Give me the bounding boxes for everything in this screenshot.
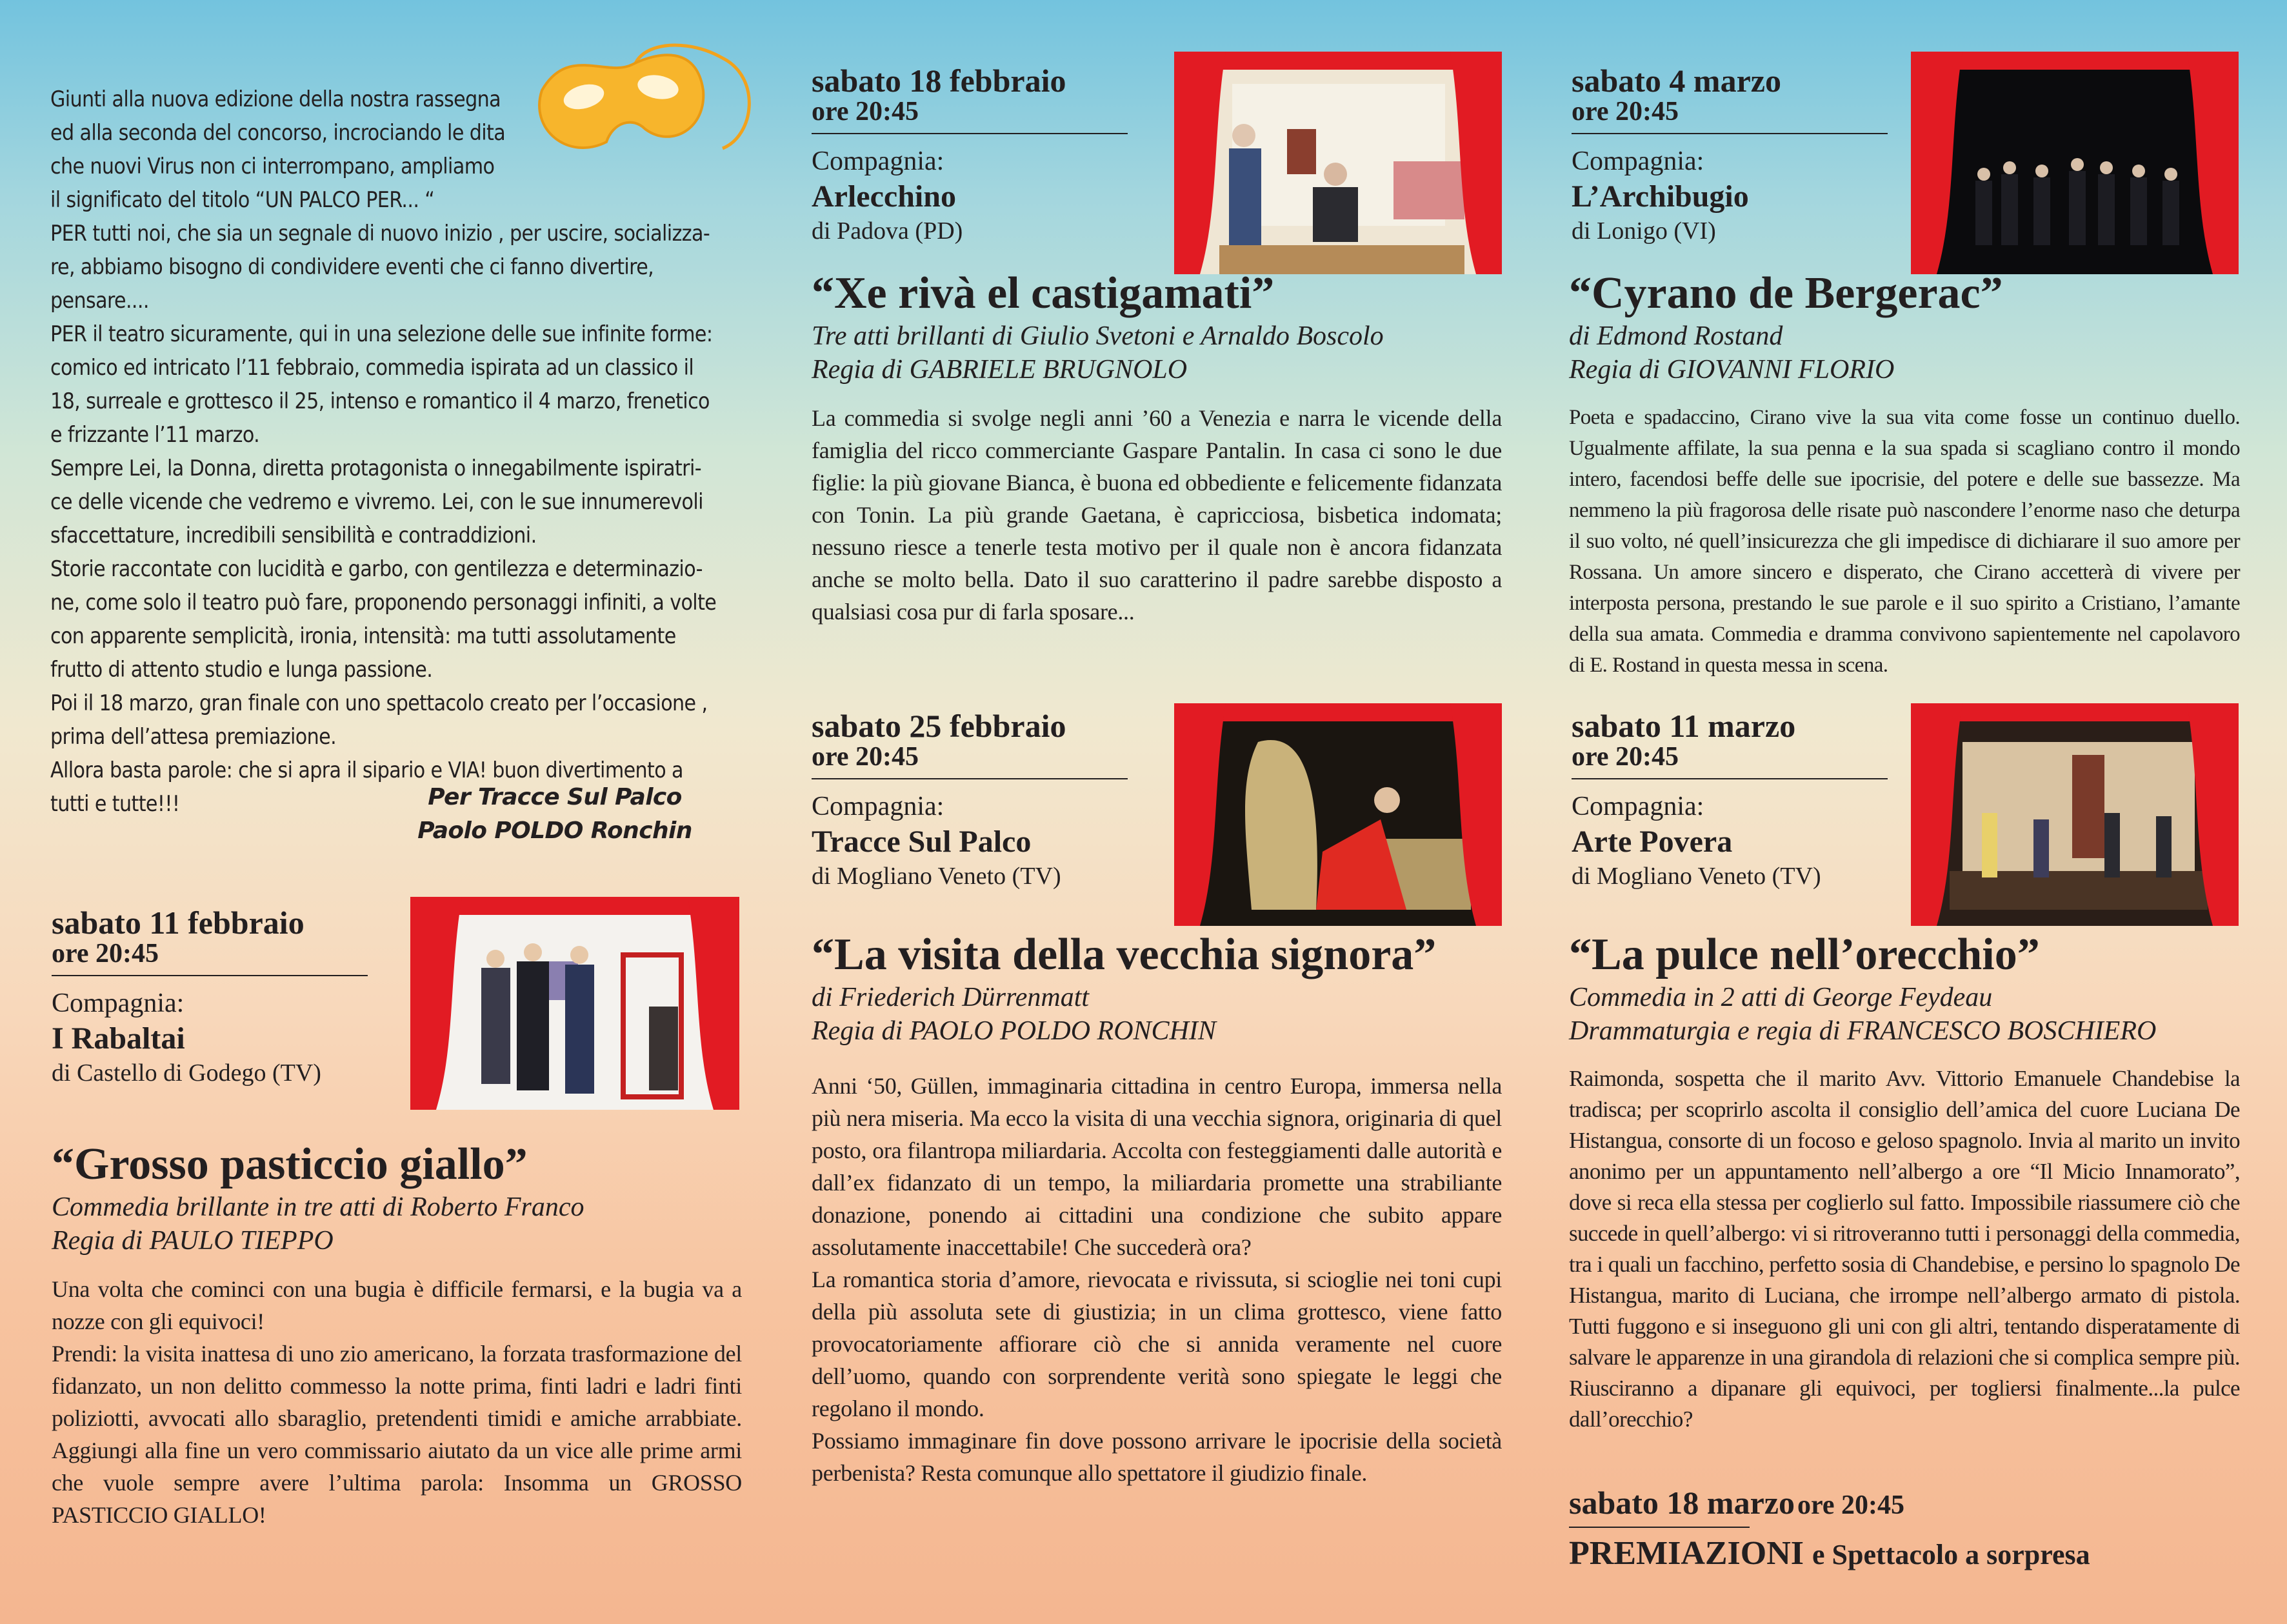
company-origin: di Castello di Godego (TV) xyxy=(52,1059,321,1087)
show-subtitle: Commedia in 2 atti di George Feydeau xyxy=(1569,983,1993,1012)
show-date: sabato 4 marzo xyxy=(1572,63,1781,99)
company-label: Compagnia: xyxy=(52,988,185,1018)
signature-line1: Per Tracce Sul Palco xyxy=(428,784,682,810)
show-date: sabato 11 febbraio xyxy=(52,905,305,941)
show-description: Poeta e spadaccino, Cirano vive la sua vita come fosse un continuo duello. Ugualmente affilate, la sua penna e la sua spada si scagliano contro il mondo intero, facendosi beffe delle sue ipocrisie, del potere e delle sue bassezze. Ma nemmeno la più fragorosa delle risate può nascondere l’enorme naso che deturpa il suo volto, né quell’insicurezza che gli impedisce di dichiarare il suo amore per Rossana. Un amore sincero e disperato, che Cirano accetterà di vivere per interposta persona, prestando le sue parole e il suo spirito a Cristiano, l’amante della sua amata. Commedia e dramma convivono sapientemente nel capolavoro di E. Rostand in questa messa in scena. xyxy=(1569,406,2240,677)
show-director: Drammaturgia e regia di FRANCESCO BOSCHIERO xyxy=(1569,1016,2157,1046)
show-header-25-feb xyxy=(812,710,1128,892)
company-origin: di Mogliano Veneto (TV) xyxy=(1572,863,1821,890)
show-title: “La visita della vecchia signora” xyxy=(812,930,1437,979)
show-time: ore 20:45 xyxy=(1572,97,1679,126)
show-description: Una volta che cominci con una bugia è difficile fermarsi, e la bugia va a nozze con gli equivoci! Prendi: la visita inattesa di uno zio americano, la forzata trasformazione del fidanzato, un non delitto commesso la notte prima, finti ladri e ladri finti poliziotti, avvocati allo sbaraglio, pretendenti timidi e amiche arrabbiate. Aggiungi alla fine un vero commissario aiutato da un vice alle prime armi che vuole sempre avere l’ultima parola: Insomma un GROSSO PASTICCIO GIALLO! xyxy=(52,1276,742,1528)
show-time: ore 20:45 xyxy=(52,939,159,968)
show-body-25-feb xyxy=(812,929,1502,1489)
show-description: La commedia si svolge negli anni ’60 a Venezia e narra le vicende della famiglia del ricco commerciante Gaspare Pantalin. In casa ci sono le due figlie: la più giovane Bianca, è buona ed obbediente e felicemente fidanzata con Tonin. La più grande Gaetana, è capricciosa, bisbetica indomata; nessuno riesce a tenerle testa motivo per il quale non è ancora fidanzata anche se molto bella. Dato il suo caratterino il padre sarebbe disposto a qualsiasi cosa pur di farla sposare... xyxy=(812,405,1502,625)
show-title: “Xe rivà el castigamati” xyxy=(812,268,1275,318)
show-title: “La pulce nell’orecchio” xyxy=(1569,930,2040,979)
show-header-11-mar xyxy=(1572,710,1888,892)
show-title: “Cyrano de Bergerac” xyxy=(1569,268,2003,318)
divider xyxy=(1572,778,1888,779)
show-body-11-mar xyxy=(1569,929,2240,1435)
signature xyxy=(387,781,723,848)
finale-date xyxy=(1569,1484,1904,1521)
company-name: Arlecchino xyxy=(812,179,956,214)
company-name: Arte Povera xyxy=(1572,825,1733,859)
show-description: Anni ‘50, Güllen, immaginaria cittadina in centro Europa, immersa nella più nera miseria. Ma ecco la visita di una vecchia signora, originaria di quel posto, ora filantropa miliardaria. Accolta con festeggiamenti dalle autorità e dall’ex fidanzato di un tempo, la miliardaria promette una strabiliante donazione, ponendo ai cittadini una condizione che subito appare assolutamente inaccettabile! Che succederà ora? La romantica storia d’amore, rievocata e rivissuta, si scioglie nei toni cupi della più assoluta sete di giustizia; in un clima grottesco, viene fatto provocatoriamente affiorare ciò che si annida veramente nel cuore dell’uomo, quando con sorprendente verità sono spiegate le leggi che regolano il mondo. Possiamo immaginare fin dove possono arrivare le ipocrisie della società perbenista? Resta comunque allo spettatore il giudizio finale. xyxy=(812,1073,1502,1486)
finale-title-main: PREMIAZIONI xyxy=(1569,1535,1804,1572)
company-origin: di Lonigo (VI) xyxy=(1572,217,1716,245)
show-header-18-feb xyxy=(812,65,1128,246)
divider xyxy=(1572,133,1888,134)
divider xyxy=(812,778,1128,779)
stage-photo-18-feb xyxy=(1174,52,1502,274)
stage-photo-11-feb xyxy=(410,897,739,1110)
show-time: ore 20:45 xyxy=(812,97,919,126)
company-origin: di Padova (PD) xyxy=(812,217,963,245)
show-body-4-mar xyxy=(1569,268,2240,681)
show-director: Regia di PAULO TIEPPO xyxy=(52,1226,334,1256)
show-date: sabato 18 febbraio xyxy=(812,63,1066,99)
show-date: sabato 11 marzo xyxy=(1572,708,1796,744)
show-description: Raimonda, sospetta che il marito Avv. Vittorio Emanuele Chandebise la tradisca; per scoprirlo ascolta il consiglio dell’amica del cuore Luciana De Histangua, consorte di un focoso e geloso spagnolo. Invia al marito un invito anonimo per un appuntamento nell’albergo a ore “Il Micio Innamorato”, dove si reca ella stessa per coglierlo sul fatto. Impossibile riassumere ciò che succede in quell’albergo: vi si ritroveranno tutti i personaggi della commedia, tra i quali un facchino, perfetto sosia di Chandebise, e persino lo spagnolo De Histangua, marito di Luciana, che irrompe nell’albergo armato di pistola. Tutti fuggono e si inseguono gli uni con gli altri, tentando disperatamente di salvare le apparenze in una girandola di relazioni che si complica sempre più. Riusciranno a dipanare gli equivoci, per togliersi finalmente...la pulce dall’orecchio? xyxy=(1569,1066,2240,1432)
finale-title xyxy=(1569,1534,2090,1572)
company-label: Compagnia: xyxy=(812,146,944,176)
show-subtitle: di Friederich Dürrenmatt xyxy=(812,983,1090,1012)
company-label: Compagnia: xyxy=(812,792,944,821)
stage-photo-4-mar xyxy=(1911,52,2239,274)
company-name: Tracce Sul Palco xyxy=(812,825,1032,859)
intro-body: PER tutti noi, che sia un segnale di nuovo inizio , per uscire, socializza- re, abbiamo bisogno di condividere eventi che ci fanno divertire, pensare.... PER il teatro sicuramente, qui in una selezione delle sue infinite forme: comico ed intricato l’11 febbraio, commedia ispirata ad un classico il 18, surreale e grottesco il 25, intenso e romantico il 4 marzo, frenetico e frizzante l’11 marzo. Sempre Lei, la Donna, diretta protagonista o innegabilmente ispiratri- ce delle vicende che vedremo e vivremo. Lei, con le sue innumerevoli sfaccettature, incredibili sensibilità e contraddizioni. Storie raccontate con lucidità e garbo, con gentilezza e determinazio- ne, come solo il teatro può fare, proponendo personaggi infiniti, a volte con apparente semplicità, ironia, intensità: ma tutti assolutamente frutto di attento studio e lunga passione. Poi il 18 marzo, gran finale con uno spettacolo creato per l’occasione , prima dell’attesa premiazione. Allora basta parole: che si apra il sipario e VIA! buon divertimento a tutti e tutte!!! xyxy=(50,221,717,816)
show-director: Regia di GABRIELE BRUGNOLO xyxy=(812,355,1188,385)
show-time: ore 20:45 xyxy=(812,742,919,772)
show-body-11-feb xyxy=(52,1139,742,1531)
show-body-18-feb xyxy=(812,268,1502,628)
theatre-mask-icon xyxy=(529,19,761,181)
stage-photo-25-feb xyxy=(1174,703,1502,926)
show-header-11-feb xyxy=(52,907,368,1088)
signature-line2: Paolo POLDO Ronchin xyxy=(417,817,692,844)
divider xyxy=(1569,1527,1750,1528)
finale-day: sabato 18 marzo xyxy=(1569,1485,1795,1521)
stage-photo-11-mar xyxy=(1911,703,2239,926)
show-subtitle: Commedia brillante in tre atti di Roberto Franco xyxy=(52,1192,584,1222)
show-header-4-mar xyxy=(1572,65,1888,246)
divider xyxy=(52,975,368,976)
company-label: Compagnia: xyxy=(1572,146,1704,176)
company-origin: di Mogliano Veneto (TV) xyxy=(812,863,1061,890)
company-label: Compagnia: xyxy=(1572,792,1704,821)
show-title: “Grosso pasticcio giallo” xyxy=(52,1139,528,1189)
finale-title-rest: e Spettacolo a sorpresa xyxy=(1812,1539,2090,1570)
finale-time: ore 20:45 xyxy=(1797,1490,1904,1520)
divider xyxy=(812,133,1128,134)
company-name: L’Archibugio xyxy=(1572,179,1749,214)
show-subtitle: Tre atti brillanti di Giulio Svetoni e Arnaldo Boscolo xyxy=(812,321,1384,351)
show-date: sabato 25 febbraio xyxy=(812,708,1066,744)
show-time: ore 20:45 xyxy=(1572,742,1679,772)
intro-lead: Giunti alla nuova edizione della nostra rassegna ed alla seconda del concorso, incrociando le dita che nuovi Virus non ci interrompano, ampliamo il significato del titolo “UN PALCO PER... “ xyxy=(50,86,506,212)
show-director: Regia di GIOVANNI FLORIO xyxy=(1569,355,1895,385)
show-director: Regia di PAOLO POLDO RONCHIN xyxy=(812,1016,1216,1046)
show-subtitle: di Edmond Rostand xyxy=(1569,321,1783,351)
company-name: I Rabaltai xyxy=(52,1021,185,1056)
